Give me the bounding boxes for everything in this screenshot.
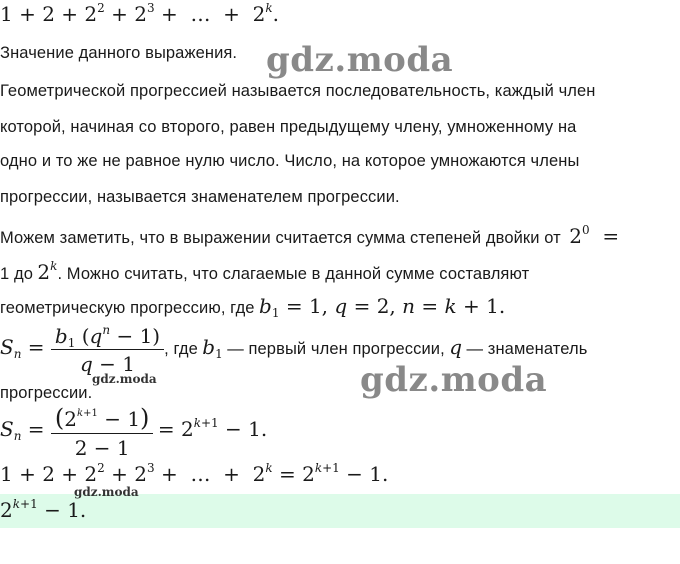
definition-line-4: прогрессии, называется знаменателем прогрессии. — [0, 188, 400, 206]
observation-line-3: геометрическую прогрессию, где $b_1 = 1$, q = 2, n = k + 1. — [0, 294, 506, 320]
observation-text-1: Можем заметить, что в выражении считается сумма степеней двойки от — [0, 229, 561, 247]
watermark-logo-middle: gdz.moda — [360, 360, 548, 400]
formula-text-line-2: прогрессии. — [0, 384, 93, 402]
applied-formula-line: $S_n$ = $\frac{(2^{k+1} - 1)}{2 - 1}$ = $2^{k+1} - 1$. — [0, 404, 268, 460]
answer-line: $2^{k+1} - 1$. — [0, 497, 87, 522]
observation-line-2: 1 до 2$^k$. Можно считать, что слагаемые в данной сумме составляют — [0, 259, 530, 284]
watermark-small-2: gdz.moda — [74, 485, 139, 499]
observation-text-3: геометрическую прогрессию, где — [0, 299, 255, 317]
definition-line-3: одно и то же не равное нулю число. Число, на которое умножаются члены — [0, 152, 580, 170]
definition-line-2: которой, начиная со второго, равен предыдущему члену, умноженному на — [0, 118, 577, 136]
formula-text-b: — первый член прогрессии, — [227, 340, 445, 359]
result-line: $1 + 2 + 2^2 + 2^3$ + … + $2^k = 2^{k+1} - 1$. — [0, 461, 389, 486]
definition-line-1: Геометрической прогрессией называется последовательность, каждый член — [0, 82, 596, 100]
formula-text-a: , где — [164, 340, 198, 359]
watermark-small-1: gdz.moda — [92, 372, 157, 386]
observation-line-1: Можем заметить, что в выражении считается сумма степеней двойки от $2^0$ = — [0, 223, 620, 248]
observation-text-2b: . Можно считать, что слагаемые в данной сумме составляют — [57, 265, 530, 283]
paragraph-intro: Значение данного выражения. — [0, 44, 238, 62]
applied-formula-fraction: $\frac{(2^{k+1} - 1)}{2 - 1}$ — [51, 404, 154, 460]
answer-highlight — [0, 494, 680, 528]
expression-line: $1 + 2 + 2^2 + 2^3$ + … + 2$^k$. — [0, 1, 279, 26]
formula-text-c: — знаменатель — [466, 340, 588, 359]
sum-formula-fraction: $\frac{b_1 (q^n - 1)}{q - 1}$ — [51, 324, 164, 376]
watermark-logo-top: gdz.moda — [266, 40, 454, 80]
observation-text-2a: 1 до — [0, 265, 33, 283]
sum-formula-line: $S_n$ = $\frac{b_1 (q^n - 1)}{q - 1}$ , где $b_1$ — первый член прогрессии, q — знаменатель — [0, 323, 588, 376]
